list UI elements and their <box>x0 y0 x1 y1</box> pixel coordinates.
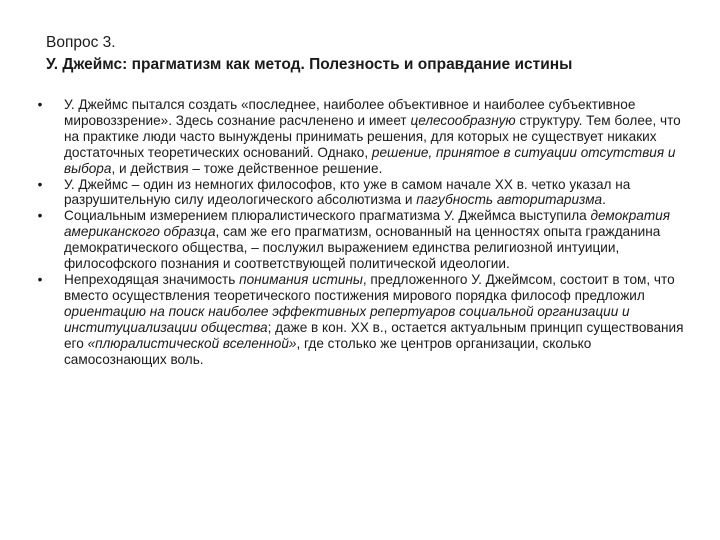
bullet-item-2 <box>34 177 694 209</box>
item-emphasis: ориентацию на поиск наиболее эффективных репертуаров социальной организации и институциализации общества <box>64 303 630 335</box>
item-emphasis: решение, принятое в ситуации отсутствия и выбора <box>64 144 676 176</box>
item-text: Социальным измерением плюралистического прагматизма У. Джеймса выступила <box>64 208 591 224</box>
item-text: У. Джеймс пытался создать «последнее, наиболее объективное и наиболее субъективное мировоззрение». Здесь сознание расчленено и имеет <box>64 97 636 128</box>
item-emphasis: демократия американского образца <box>64 208 670 240</box>
bullet-item-1 <box>34 97 694 177</box>
item-emphasis: «плюралистической вселенной» <box>87 335 297 351</box>
bullet-icon: • <box>37 208 43 224</box>
bullet-icon: • <box>37 176 43 192</box>
slide-title <box>46 32 696 76</box>
bullet-list <box>34 97 694 367</box>
question-heading: У. Джеймс: прагматизм как метод. Полезность и оправдание истины <box>46 56 573 73</box>
item-emphasis: пагубность авторитаризма <box>416 192 603 208</box>
item-text: , сам же его прагматизм, основанный на ценностях опыта гражданина демократического общества, – послужил выражением единства религиозной интуиции, философского познания и соответствующей политической идеологии. <box>64 224 661 272</box>
item-emphasis: понимания истины <box>239 271 363 287</box>
question-number: Вопрос 3. <box>46 34 116 51</box>
item-text: ; даже в кон. XX в., остается актуальным принцип существования его <box>64 319 684 351</box>
item-text: структуру. Тем более, что на практике люди часто вынуждены принимать решения, для которых не существует никаких достаточных теоретических оснований. Однако, <box>64 112 681 160</box>
item-text: , и действия – тоже действенное решение. <box>111 160 383 176</box>
item-text: У. Джеймс – один из немногих философов, кто уже в самом начале XX в. четко указал на разрушительную силу идеологического абсолютизма и <box>64 176 631 208</box>
bullet-icon: • <box>37 97 43 112</box>
item-text: , где столько же центров организации, сколько самосознающих воль. <box>64 335 592 367</box>
item-text: . <box>602 192 606 208</box>
bullet-item-3 <box>34 208 694 272</box>
bullet-icon: • <box>37 271 43 287</box>
bullet-item-4 <box>34 272 694 367</box>
item-emphasis: целесообразную <box>410 112 516 128</box>
item-text: , предложенного У. Джеймсом, состоит в том, что вместо осуществления теоретического постижения мирового порядка философ предложил <box>64 271 675 303</box>
item-text: Непреходящая значимость <box>64 271 240 287</box>
